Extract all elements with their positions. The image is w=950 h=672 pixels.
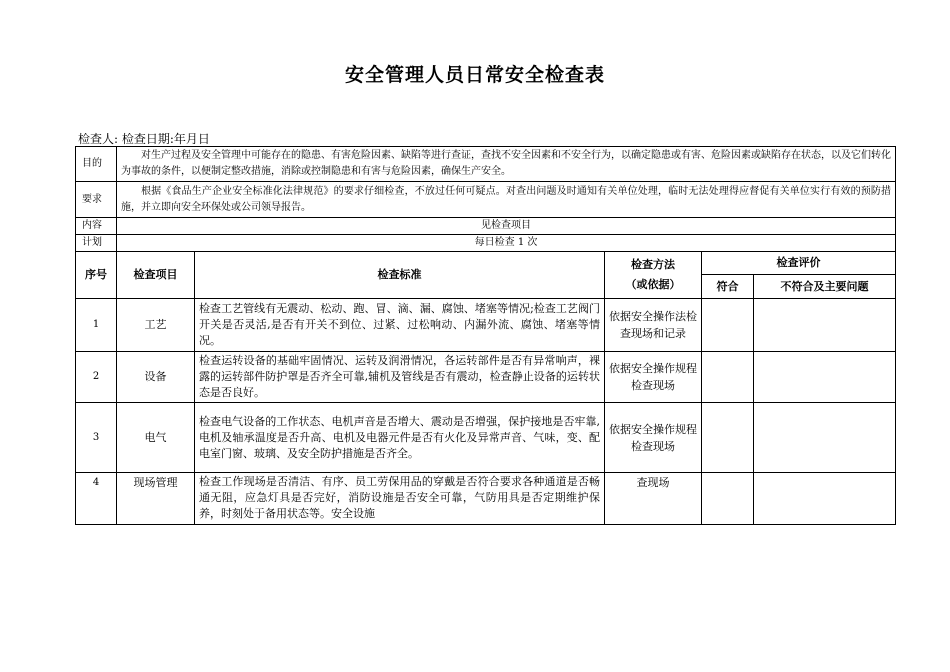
item-noncomply-cell[interactable] bbox=[754, 299, 896, 352]
item-name: 现场管理 bbox=[117, 473, 195, 525]
requirement-row bbox=[76, 182, 896, 218]
item-standard: 检查电气设备的工作状态、电机声音是否增大、震动是否增强，保护接地是否牢靠,电机及轴承温度是否升高、电机及电器元件是否有火化及异常声音、气味，变、配电室门窗、玻璃、及安全防护措施是否齐全。 bbox=[195, 403, 605, 473]
purpose-text: 对生产过程及安全管理中可能存在的隐患、有害危险因素、缺陷等进行查证，查找不安全因素和不安全行为，以确定隐患或有害、危险因素或缺陷存在状态，以及它们转化为事故的条件，以便制定整改措施，消除或控制隐患和有害与危险因素，确保生产安全。 bbox=[117, 147, 896, 182]
item-comply-cell[interactable] bbox=[702, 473, 754, 525]
item-comply-cell[interactable] bbox=[702, 403, 754, 473]
header-comply: 符合 bbox=[702, 275, 754, 299]
item-number: 3 bbox=[76, 403, 117, 473]
header-seq: 序号 bbox=[76, 252, 117, 299]
item-noncomply-cell[interactable] bbox=[754, 403, 896, 473]
content-text: 见检查项目 bbox=[117, 218, 896, 235]
plan-row bbox=[76, 235, 896, 252]
item-name: 电气 bbox=[117, 403, 195, 473]
requirement-text: 根据《食品生产企业安全标准化法律规范》的要求仔细检查，不放过任何可疑点。对查出问题及时通知有关单位处理，临时无法处理得应督促有关单位实行有效的预防措施，并立即向安全环保处或公司领导报告。 bbox=[117, 182, 896, 218]
header-evaluation: 检查评价 bbox=[702, 252, 896, 275]
header-item: 检查项目 bbox=[117, 252, 195, 299]
item-number: 1 bbox=[76, 299, 117, 352]
plan-label: 计划 bbox=[76, 235, 117, 252]
table-row bbox=[76, 352, 896, 403]
item-standard: 检查运转设备的基础牢固情况、运转及润滑情况，各运转部件是否有异常响声，裸露的运转部件防护罩是否齐全可靠,辅机及管线是否有震动，检查静止设备的运转状态是否良好。 bbox=[195, 352, 605, 403]
item-method: 查现场 bbox=[605, 473, 702, 525]
purpose-row bbox=[76, 147, 896, 182]
header-row-1 bbox=[76, 252, 896, 275]
item-standard: 检查工艺管线有无震动、松动、跑、冒、滴、漏、腐蚀、堵塞等情况;检查工艺阀门开关是否灵活,是否有开关不到位、过紧、过松响动、内漏外流、腐蚀、堵塞等情况。 bbox=[195, 299, 605, 352]
table-row bbox=[76, 473, 896, 525]
item-name: 设备 bbox=[117, 352, 195, 403]
requirement-label: 要求 bbox=[76, 182, 117, 218]
item-method: 依据安全操作规程检查现场 bbox=[605, 403, 702, 473]
purpose-label: 目的 bbox=[76, 147, 117, 182]
content-label: 内容 bbox=[76, 218, 117, 235]
item-number: 4 bbox=[76, 473, 117, 525]
header-method-line2: （或依据） bbox=[625, 278, 681, 291]
header-method bbox=[605, 252, 702, 299]
item-method: 依据安全操作规程检查现场 bbox=[605, 352, 702, 403]
item-standard-text: 检查工作现场是否清洁、有序、员工劳保用品的穿戴是否符合要求各种通道是否畅通无阻，应急灯具是否完好，消防设施是否安全可靠，气防用具是否定期维护保养，时刻处于备用状态等。安全设施 bbox=[199, 475, 600, 520]
item-noncomply-cell[interactable] bbox=[754, 352, 896, 403]
item-comply-cell[interactable] bbox=[702, 299, 754, 352]
header-standard: 检查标准 bbox=[195, 252, 605, 299]
table-row bbox=[76, 403, 896, 473]
page-title: 安全管理人员日常安全检查表 bbox=[344, 64, 605, 86]
item-method: 依据安全操作法检查现场和记录 bbox=[605, 299, 702, 352]
item-standard bbox=[195, 473, 605, 525]
header-method-line1: 检查方法 bbox=[631, 258, 675, 271]
content-row bbox=[76, 218, 896, 235]
inspection-table bbox=[75, 146, 896, 525]
item-name: 工艺 bbox=[117, 299, 195, 352]
item-noncomply-cell[interactable] bbox=[754, 473, 896, 525]
plan-text: 每日检查 1 次 bbox=[117, 235, 896, 252]
table-row bbox=[76, 299, 896, 352]
item-number: 2 bbox=[76, 352, 117, 403]
inspector-date-line: 检查人: 检查日期:年月日 bbox=[78, 132, 210, 146]
header-noncomply: 不符合及主要问题 bbox=[754, 275, 896, 299]
item-comply-cell[interactable] bbox=[702, 352, 754, 403]
